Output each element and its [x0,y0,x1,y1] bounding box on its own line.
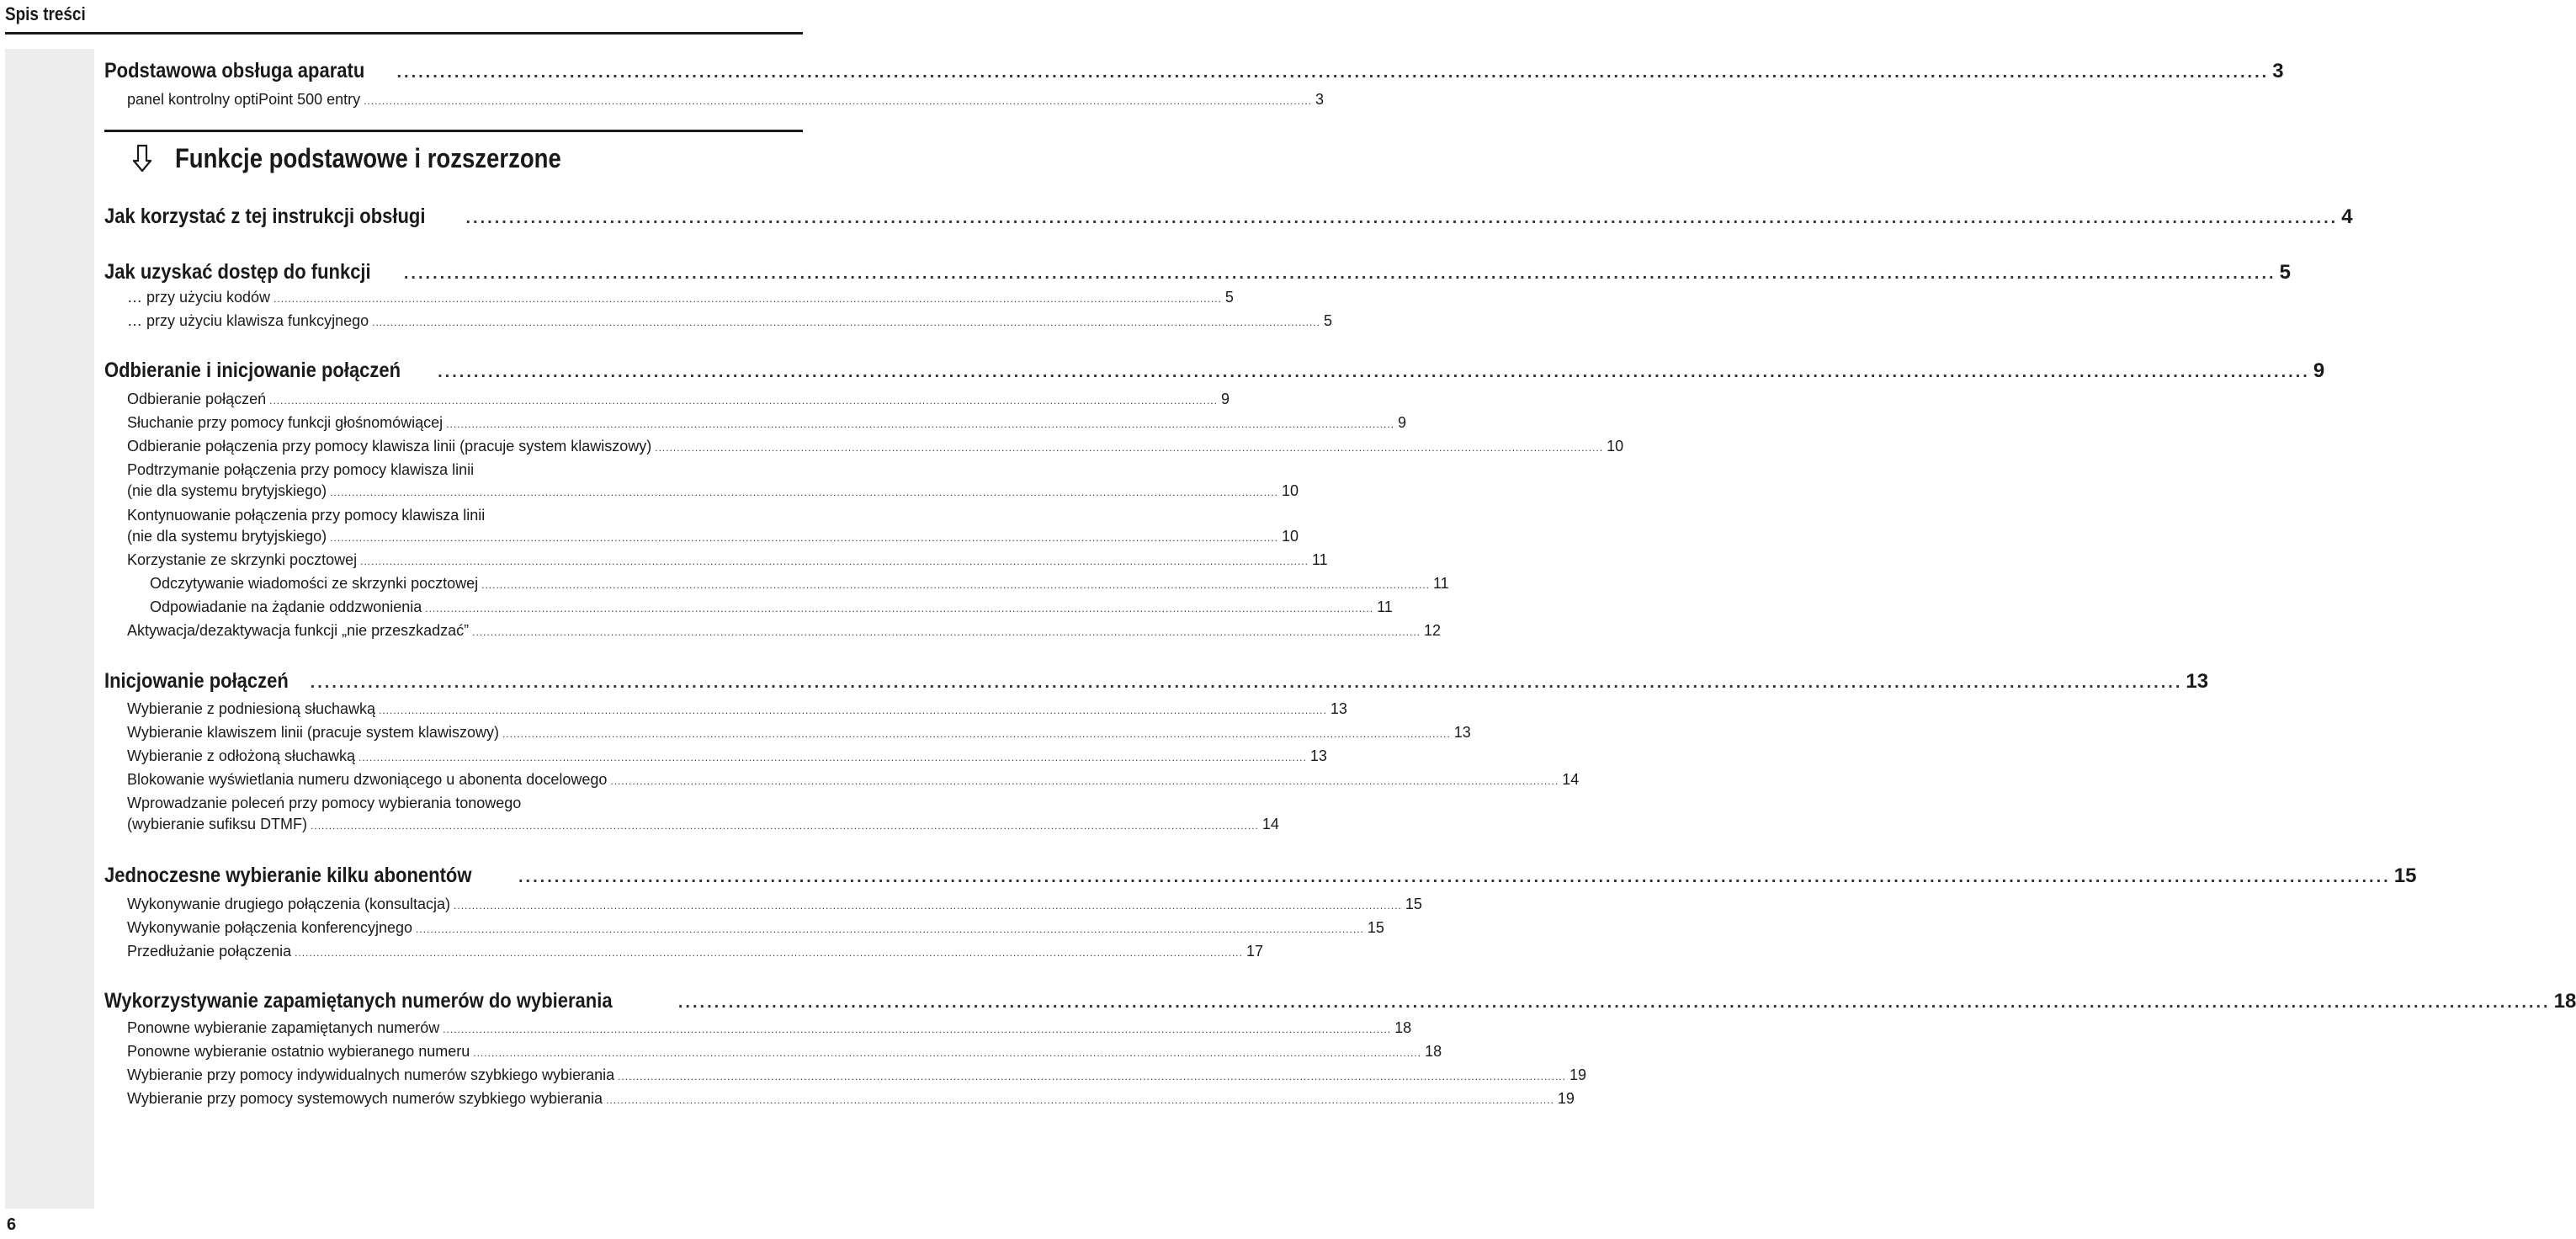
dot-leader: .................................................................................................................................................................................................................................................................... [502,728,1451,740]
toc-page-number: 18 [1425,1043,1442,1060]
toc-section-label: Jak uzyskać dostęp do funkcji [104,260,371,284]
toc-entry-label: Przedłużanie połączenia [127,943,292,960]
toc-page-number: 13 [1453,724,1471,741]
toc-page-number: 3 [1315,91,1325,108]
toc-entry[interactable] [127,700,1347,718]
toc-page-number: 3 [2272,60,2284,82]
toc-page-number: 10 [1281,482,1299,499]
toc-page-number: 11 [1377,598,1393,615]
dot-leader: .................................................................................................................................................................................................................................................................... [446,418,1395,430]
dot-leader: .................................................................................................................................................................................................................................................................... [481,579,1430,591]
dot-leader: .................................................................................................................................................................................................................................................................... [295,947,1243,959]
chapter-title: Funkcje podstawowe i rozszerzone [175,142,561,173]
toc-entry[interactable] [127,482,1299,500]
dot-leader: .................................................................................................................................................................................................................................................................... [310,673,2183,692]
toc-section-initiating[interactable] [104,669,2209,694]
dot-leader: .................................................................................................................................................................................................................................................................... [379,705,1327,716]
toc-subentry[interactable] [150,575,1449,593]
toc-page-number: 11 [1432,575,1449,592]
toc-entry-label: … przy użyciu klawisza funkcyjnego [127,312,369,329]
toc-section-label: Podstawowa obsługa aparatu [104,59,365,82]
toc-page-number: 18 [1394,1019,1412,1036]
toc-entry[interactable] [127,438,1624,455]
toc-entry-label: Wykonywanie połączenia konferencyjnego [127,919,413,936]
dot-leader: .................................................................................................................................................................................................................................................................... [473,1047,1422,1059]
dot-leader: .................................................................................................................................................................................................................................................................... [330,532,1278,544]
toc-entry[interactable] [127,943,1264,960]
toc-page-number: 18 [2553,990,2576,1013]
dot-leader: .................................................................................................................................................................................................................................................................... [364,95,1313,107]
toc-page-number: 15 [2393,864,2417,887]
toc-entry[interactable] [127,1043,1442,1061]
toc-page-number: 13 [1309,747,1327,764]
dot-leader: .................................................................................................................................................................................................................................................................... [518,868,2391,886]
toc-entry-label: … przy użyciu kodów [127,289,271,306]
dot-leader: .................................................................................................................................................................................................................................................................... [360,556,1309,567]
dot-leader: .................................................................................................................................................................................................................................................................... [606,1094,1554,1106]
toc-entry-label: Odbieranie połączeń [127,391,267,407]
toc-entry-first-line: Wprowadzanie poleceń przy pomocy wybierania tonowego [127,795,522,811]
dot-leader: .................................................................................................................................................................................................................................................................... [454,900,1402,912]
toc-entry-label: Aktywacja/dezaktywacja funkcji „nie przeszkadzać” [127,622,470,639]
dot-leader: .................................................................................................................................................................................................................................................................... [396,63,2270,82]
toc-page-number: 19 [1569,1066,1586,1083]
toc-entry-label: Wybieranie przy pomocy systemowych numerów szybkiego wybierania [127,1090,603,1107]
toc-page-number: 13 [1330,700,1347,717]
toc-entry-label: Odbieranie połączenia przy pomocy klawisza linii (pracuje system klawiszowy) [127,438,652,455]
toc-entry[interactable] [127,391,1230,408]
toc-entry[interactable] [127,414,1407,432]
toc-page-number: 12 [1424,622,1442,639]
toc-entry-first-line: Podtrzymanie połączenia przy pomocy klawisza linii [127,461,475,478]
dot-leader: .................................................................................................................................................................................................................................................................... [403,264,2276,283]
toc-subentry[interactable] [150,598,1393,616]
toc-entry[interactable] [127,747,1327,765]
chapter-banner [133,140,624,177]
page-title: Spis treści [5,3,86,24]
toc-section-stored-numbers[interactable] [104,989,2576,1013]
dot-leader: .................................................................................................................................................................................................................................................................... [269,395,1218,407]
dot-leader: .................................................................................................................................................................................................................................................................... [677,993,2551,1012]
dot-leader: .................................................................................................................................................................................................................................................................... [438,363,2310,381]
toc-page-number: 4 [2341,205,2353,228]
toc-entry-label: panel kontrolny optiPoint 500 entry [127,91,361,108]
toc-page-number: 15 [1405,896,1422,912]
toc-page-number: 17 [1246,943,1264,960]
dot-leader: .................................................................................................................................................................................................................................................................... [655,442,1604,454]
toc-entry-label: (nie dla systemu brytyjskiego) [127,482,327,499]
page-header [5,0,803,35]
toc-entry[interactable] [127,312,1332,330]
down-arrow-outline-icon [133,144,151,173]
toc-page-number: 5 [1323,312,1332,329]
toc-entry[interactable] [127,1090,1575,1108]
dot-leader: .................................................................................................................................................................................................................................................................... [610,775,1559,787]
toc-entry[interactable] [127,551,1328,569]
toc-page-number: 10 [1281,528,1299,545]
toc-page-number: 14 [1562,771,1580,788]
dot-leader: .................................................................................................................................................................................................................................................................... [618,1071,1566,1082]
toc-entry-label: Wybieranie przy pomocy indywidualnych numerów szybkiego wybierania [127,1066,615,1083]
toc-page-number: 9 [2313,359,2325,382]
section-divider [104,130,803,132]
dot-leader: .................................................................................................................................................................................................................................................................... [274,293,1222,305]
toc-section-label: Inicjowanie połączeń [104,669,289,693]
toc-section-access[interactable] [104,260,2291,284]
toc-page-number: 14 [1261,816,1279,832]
dot-leader: .................................................................................................................................................................................................................................................................... [443,1024,1392,1035]
toc-section-answering[interactable] [104,359,2325,383]
toc-page-number: 19 [1557,1090,1575,1107]
toc-entry-first-line: Kontynuowanie połączenia przy pomocy klawisza linii [127,507,486,524]
toc-page-number: 15 [1367,919,1384,936]
dot-leader: .................................................................................................................................................................................................................................................................... [372,316,1320,328]
toc-entry[interactable] [127,1019,1412,1037]
toc-entry-label: Odpowiadanie na żądanie oddzwonienia [150,598,422,615]
toc-section-label: Wykorzystywanie zapamiętanych numerów do wybierania [104,989,613,1013]
toc-page-number: 5 [2279,261,2291,284]
toc-entry-label: Słuchanie przy pomocy funkcji głośnomówiącej [127,414,443,431]
toc-entry[interactable] [127,91,1325,109]
toc-page-number: 10 [1607,438,1624,455]
side-margin-strip [5,49,94,1209]
toc-entry-label: Ponowne wybieranie zapamiętanych numerów [127,1019,440,1036]
toc-section-label: Jednoczesne wybieranie kilku abonentów [104,864,472,887]
toc-page-number: 11 [1311,551,1328,568]
dot-leader: .................................................................................................................................................................................................................................................................... [358,752,1307,763]
toc-entry[interactable] [127,289,1234,306]
toc-entry[interactable] [127,816,1279,833]
toc-entry[interactable] [127,1066,1586,1084]
dot-leader: .................................................................................................................................................................................................................................................................... [330,487,1278,498]
toc-entry[interactable] [127,622,1442,640]
toc-entry-label: Blokowanie wyświetlania numeru dzwoniącego u abonenta docelowego [127,771,608,788]
toc-section-how-to-use[interactable] [104,205,2353,229]
toc-entry-label: Wybieranie klawiszem linii (pracuje system klawiszowy) [127,724,499,741]
toc-entry[interactable] [127,919,1384,937]
dot-leader: .................................................................................................................................................................................................................................................................... [465,209,2339,227]
toc-page-number: 9 [1398,414,1407,431]
dot-leader: .................................................................................................................................................................................................................................................................... [425,603,1374,614]
dot-leader: .................................................................................................................................................................................................................................................................... [416,923,1364,935]
toc-page-number: 13 [2186,670,2209,693]
toc-section-simultaneous[interactable] [104,864,2417,888]
toc-entry-label: (nie dla systemu brytyjskiego) [127,528,327,545]
toc-entry-label: Wybieranie z odłożoną słuchawką [127,747,355,764]
toc-entry-label: Wybieranie z podniesioną słuchawką [127,700,376,717]
toc-entry[interactable] [127,896,1422,913]
toc-entry-label: Odczytywanie wiadomości ze skrzynki pocztowej [150,575,479,592]
toc-entry-label: Ponowne wybieranie ostatnio wybieranego numeru [127,1043,470,1060]
toc-entry-label: Wykonywanie drugiego połączenia (konsultacja) [127,896,451,912]
toc-page-number: 9 [1220,391,1230,407]
page-number: 6 [7,1215,17,1234]
toc-section-label: Jak korzystać z tej instrukcji obsługi [104,205,426,228]
toc-entry[interactable] [127,771,1580,789]
toc-section-basic-operation[interactable] [104,59,2284,83]
toc-entry[interactable] [127,528,1299,545]
toc-entry-label: Korzystanie ze skrzynki pocztowej [127,551,358,568]
dot-leader: .................................................................................................................................................................................................................................................................... [311,820,1259,832]
toc-entry-label: (wybieranie sufiksu DTMF) [127,816,308,832]
toc-page-number: 5 [1224,289,1234,306]
toc-section-label: Odbieranie i inicjowanie połączeń [104,359,401,382]
dot-leader: .................................................................................................................................................................................................................................................................... [472,626,1421,638]
toc-entry[interactable] [127,724,1471,742]
